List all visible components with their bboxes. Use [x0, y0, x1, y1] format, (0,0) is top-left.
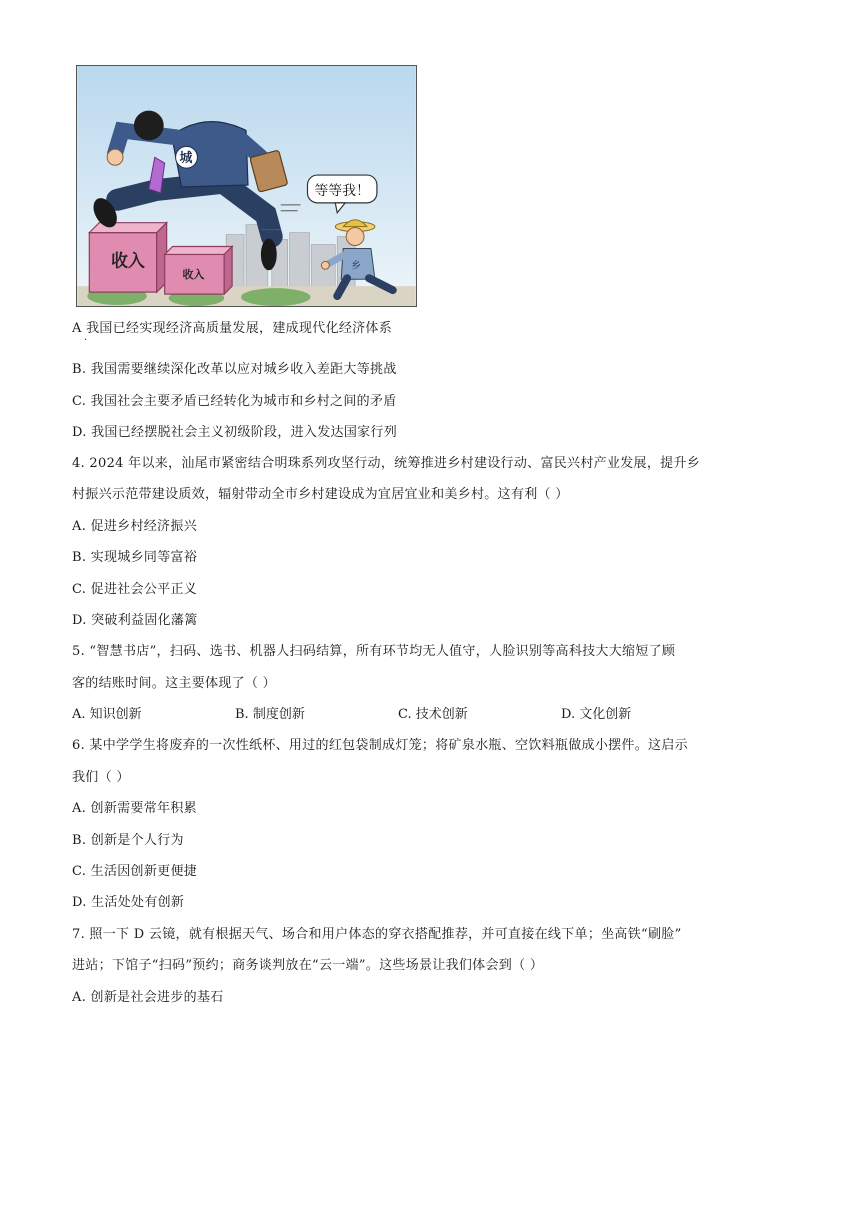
- box-label-small: 收入: [182, 268, 205, 282]
- q4-option-c: C. 促进社会公平正义: [72, 582, 198, 597]
- q4-option-b: B. 实现城乡同等富裕: [72, 550, 198, 565]
- q5-stem-line2: 客的结账时间。这主要体现了（ ）: [72, 676, 276, 691]
- q5-stem-line1: 5. “智慧书店”，扫码、选书、机器人扫码结算，所有环节均无人值守，人脸识别等高科技大大缩短了顾: [72, 644, 676, 659]
- q6-option-a: A. 创新需要常年积累: [72, 801, 197, 816]
- q3-option-d: D. 我国已经摆脱社会主义初级阶段，进入发达国家行列: [72, 425, 398, 440]
- q3-option-b: B. 我国需要继续深化改革以应对城乡收入差距大等挑战: [72, 362, 397, 377]
- q7-stem-line1: 7. 照一下 D 云镜，就有根据天气、场合和用户体态的穿衣搭配推荐，并可直接在线下单；坐高铁“刷脸”: [72, 927, 682, 942]
- q5-option-b: B. 制度创新: [235, 707, 305, 722]
- cartoon-illustration: [76, 65, 417, 307]
- q3-option-a-dot: ·: [84, 335, 88, 346]
- q4-option-a: A. 促进乡村经济振兴: [72, 519, 197, 534]
- box-label-large: 收入: [111, 250, 145, 271]
- q5-options-row: [72, 706, 672, 724]
- q7-stem-line2: 进站；下馆子“扫码”预约；商务谈判放在“云一端”。这些场景让我们体会到（ ）: [72, 958, 544, 973]
- farmer-badge: 乡: [351, 260, 362, 272]
- q4-option-d: D. 突破利益固化藩篱: [72, 613, 198, 628]
- q4-stem-line1: 4. 2024 年以来，汕尾市紧密结合明珠系列攻坚行动，统筹推进乡村建设行动、富民兴村产业发展，提升乡: [72, 456, 701, 471]
- runner-badge: 城: [179, 151, 193, 167]
- q3-option-c: C. 我国社会主要矛盾已经转化为城市和乡村之间的矛盾: [72, 394, 397, 409]
- q5-option-a: A. 知识创新: [72, 707, 142, 722]
- q6-option-b: B. 创新是个人行为: [72, 833, 184, 848]
- speech-bubble-text: 等等我！: [314, 182, 370, 199]
- q6-option-c: C. 生活因创新更便捷: [72, 864, 198, 879]
- q5-option-c: C. 技术创新: [398, 707, 468, 722]
- q3-option-a: A 我国已经实现经济高质量发展，建成现代化经济体系: [72, 321, 393, 336]
- q7-option-a: A. 创新是社会进步的基石: [72, 990, 224, 1005]
- q6-option-d: D. 生活处处有创新: [72, 895, 185, 910]
- q6-stem-line2: 我们（ ）: [72, 770, 130, 785]
- q6-stem-line1: 6. 某中学学生将废弃的一次性纸杯、用过的红包袋制成灯笼；将矿泉水瓶、空饮料瓶做成小摆件。这启示: [72, 738, 688, 753]
- q4-stem-line2: 村振兴示范带建设质效，辐射带动全市乡村建设成为宜居宜业和美乡村。这有利（ ）: [72, 487, 569, 502]
- q5-option-d: D. 文化创新: [561, 707, 632, 722]
